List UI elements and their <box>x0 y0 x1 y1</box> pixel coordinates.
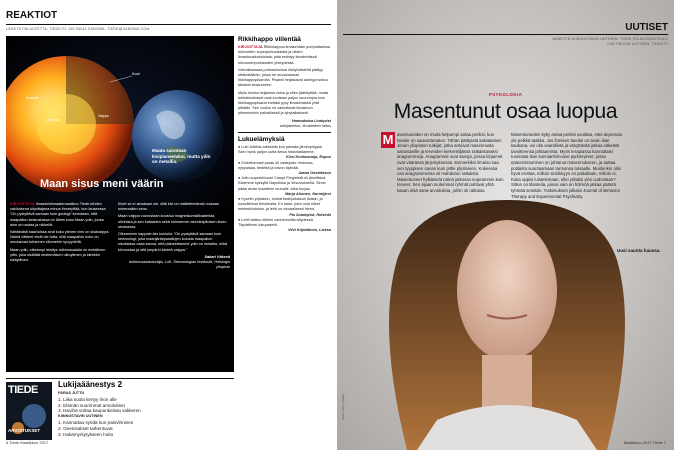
feature-block <box>6 36 234 372</box>
comment-item <box>238 217 331 233</box>
magazine-name: TIEDE <box>8 384 38 396</box>
poll-item: 3. Hakämyrkytykseen hoito <box>58 431 114 437</box>
section-title: UUTISET <box>625 22 668 33</box>
page-footer: 6 Tiede Maalikkuu 2017 <box>6 440 49 445</box>
section-subtitle: ÄÄNESTÄ KIINNOSTAVIN UUTINEN: TIEDE.FI/LUKIJAKILPAILU <box>552 37 668 41</box>
comment-text: ● Ehdottomasti paras oli valasjuttu: historiaa, nykyaikaa, tiedettä ja toivon kipinää. <box>238 160 314 170</box>
photo-credit: Kuva: Getty Images <box>341 393 345 420</box>
comment-text: ● Luin toivihia-artikkelia kun parasta järvimyrkyjaa. Sain myös paljon uutta tietoa historiastamme. <box>238 145 323 155</box>
sidebar-text: Rikkihappoa ilmakehään pumpattaessa tulivuorten superpurkauksista ja niiden ilmastovaikutuksista, joita esiintyy ilmakehässä tulivuorenpurkausten yhteydessä. <box>238 45 330 65</box>
feature-col-2 <box>118 202 230 272</box>
sidebar-title-2: Lukuelämyksiä <box>238 136 285 144</box>
dropcap: M <box>382 132 394 147</box>
comment-item <box>238 145 331 160</box>
comment-item <box>238 160 331 176</box>
divider <box>6 378 234 379</box>
label-inner-core: Sisäydin <box>26 96 40 100</box>
feature-para-2: Nähtävästi kaavioissa sinä koko ytimen nimi on sisävaippa. Nämä väitteet eivät ole totta, sillä maapallon koko on muutaman tuhannen kilometrin syvyydellä. <box>10 230 110 245</box>
section-title: REAKTIOT <box>6 10 58 21</box>
comment-item <box>238 197 331 217</box>
comment-text: ● Kyselin yöjatsein, minkä tiedejulkaisun lisäsin, ja suosittelivat tehokkaita. En kadu: jutut ovat olleet mielenkiintoisia, ja lehti on visuaalisesti hieno. <box>238 197 323 212</box>
comment-signature: Marja Ahonen, Nurmijärvi <box>285 191 331 196</box>
poll-item: 3. Isovihä vottaa kaupunkeissa vakkeren <box>58 408 141 414</box>
section-subtitle: LÄHETÄ PALAUTETTA: TIEDE PL 100 00040 SANOMA, TIEDE@SANOMA.COM <box>6 27 150 31</box>
header-rule <box>343 34 668 35</box>
image-caption: Maata sanotaan kiviplaneetaksi, mutta ydin on metallia. <box>152 148 211 165</box>
feature-para-3: Maan ydin, oikeampi nimitys tutkimusalalla on metallinen ydin, joka sisältää nestemäisen ulkoytimen ja kiinteän sisäytimen. <box>10 247 106 263</box>
comment-text: ● Juttu supertulivuori Campi Flegreistä oli jännittävä. Kävimme syksyllä Napolissa ja Vesuviuksella. Sinne pääsi aivan kraatterin reunalle. Aika hurjaa. <box>238 176 327 191</box>
byline-lead: KIRJOITTAJA <box>10 202 35 206</box>
feature-para-5: Maan vaippa vuorostaan koostuu magnesiumsilikaateista, olivinista ja sen kaltaisten sekä kolmannen alumiinipitoisen kiven seoksesta. <box>118 214 227 229</box>
comment-signature: Jaana Gustafsson <box>298 171 331 176</box>
header-rule <box>6 24 331 25</box>
feature-para-4: Kivet se ei ainakaan ole, sillä kivi on määritelmänsä mukaan mineraalien seos. <box>118 202 220 212</box>
sidebar-text: Voimakkaassa purkauksessa rikkiyhdisteitä päätyy stratosfääriin, jossa ne muodostavat rikkihappopisaroita. Pisarat heijastavat auringonvaloa takaisin avaruuteen. <box>238 67 328 88</box>
poll-results <box>58 391 234 437</box>
sidebar-body-1 <box>238 45 331 129</box>
sidebar <box>238 36 331 234</box>
comment-item <box>238 176 331 196</box>
signature-name: Sakari Väkevä <box>204 254 230 259</box>
feature-text: Ilmastointimaatemaatikon Tiede-lehden vakituisena kirjoittajana minua ihmetyttää, kun lauseessa ”On pystyttävä samaan kuin geologi” kerrotaan, että maapallon keskustassa on lähes koko Maan ydin, jonka aine on rautaa ja nikkeliä. <box>10 202 106 227</box>
cover-headline: ARVOITUKSET <box>8 428 41 433</box>
photo-caption: Uusi saunta haussa. <box>617 248 661 253</box>
right-page <box>337 0 674 450</box>
article-col-1: asentuneiden on muita helpompi antaa periksi, kun tavoite on saavuttamaton. Tähän päätyivät saksalaisen Jenan yliopiston tutkijat, jotka antoivat masennusta sairastaville ja terveiden kiekenkiljässä ratkaistavaksi anagrammeja. Anagrammit ovat sanoja, joissa kirjaimet ovat väärässä järjestyksessä. Esimerkiksi ilmaisu saa sen tyyppisen sanan kuin pölle plysteinen. Kokeessa osa anagrammeista oli mahdoton ratkaista. Masentuneet hylkäsivät nämä jatkossa nopeammin kuin terveet. Sen sijaan molemmat ryhmät pohtivat yhtä kauan niitä sana-arvoituksia, joihin oli ratkaisu. <box>397 132 504 193</box>
signature-title: tutkimusasiantuntija, LuK, Seismologian instituutti, Helsingin yliopisto <box>129 260 230 270</box>
comment-signature: Kirsi Konkuanoja, Espoo <box>286 155 331 160</box>
label-mantle: Vaippa <box>98 114 109 118</box>
poll-section-head: PARAS JUTTU <box>58 391 85 395</box>
comment-signature: Pia Sundqvist, Helsinki <box>289 212 331 217</box>
comment-text: ● Lehti tarttuu kiileen vanhemmilla käydessä. Täydellinen lukupaketti. <box>238 217 314 228</box>
divider <box>238 132 331 133</box>
poll-item: 1. Kannattaa syödä kun palovihninen <box>58 419 134 425</box>
label-outer-core: Ulkoydin <box>46 118 60 122</box>
article-col-2: Masentuneiden kyky antaa periksi osoittaa, ettei depressio ole pelkkä taakka. Jos ihmisen tavoite on aivan liian kaukana, voi olla vaarallista ja väsyttävää jatkaa sitkeästi tavoitteensa jahtaamista. Myös terapiassa kannattaisi tunnistaa liian kunnianhimoiset pyrkimykset, jossa epäonnistuminen on johtanut masennukseen, ja auttaa potilasta suuntaamaan tarmonsa toisaalle. Muidenkin olisi hyvä erottaa, milloin sinnikkyys on paikallaan, milloin ei. Kuka oppisi luistelemaan, ellei yrittäisi ylös uudestaan? Sitten on tilanteita, joissa vain on hölmöä jatkaa pääntä tyhmää seinään. Tutkimuksen julkaisi Journal of Behavior Therapy and Experimental Psychiatry. <box>511 132 623 199</box>
signature-title: tutkijatohtori, Ilmatieteen laitos <box>279 123 331 128</box>
feature-para-6: Oikeammin kappale siis kuuluisi: ”On pystyttävä samaan kuin seismologi, joka maanjäristysaaltojen kulusta maapallon sisuksissa osaa sanoa, että planeettamme ydin on metallia, mikä kiinnostaa ja sitä ympäröi kiinteä vaippa.” <box>118 232 228 252</box>
poll-section-head: KIINNOSTAVIN UUTINEN <box>58 414 103 419</box>
poll-item: 2. Geenisakset tarkentuvat <box>58 425 113 431</box>
sidebar-text: Myös turkka heijastaa valoa ja siten jäähdyttää, mutta tuhkahiukkaset ovat kooltaan paljon suurempia kuin rikkihappopisarat eivätkä pysy ilmakehässä yhtä pitkään. Sen vuoksi ne vaikuttavat ilmastoon pikemminkin paikallisesti ja lyhytaikaisesti. <box>238 90 329 116</box>
feature-signature <box>118 255 230 271</box>
poll-item: 2. Elämän suurimmat arvoitukset <box>58 402 125 408</box>
face <box>457 220 557 360</box>
label-crust: Kuori <box>132 72 141 76</box>
byline-lead: KIRJOITTAJA <box>238 45 263 49</box>
headline: Masentunut osaa luopua <box>393 100 618 123</box>
feature-title: Maan sisus meni väärin <box>40 178 164 190</box>
category-label: PSYKOLOGIA <box>488 92 523 97</box>
poll-item: 1. Liika suola kertyy ihon alle <box>58 396 117 402</box>
poll-title: Lukijaäänestys 2 <box>58 380 123 389</box>
page-footer: Maalikkuu 2017 Tiede 7 <box>623 440 666 445</box>
reader-comments <box>238 145 331 233</box>
feature-col-1 <box>10 202 110 265</box>
portrait-photo <box>337 0 674 450</box>
sidebar-title-1: Rikkihappo viilentää <box>238 36 301 43</box>
signature-name: Hannakaisa Lindqvist <box>291 118 331 123</box>
magazine-cover <box>6 382 52 440</box>
section-subtitle-2: LUE PÄIVÄN UUTINEN: TIEDE.FI <box>607 42 668 46</box>
reader-poll <box>58 380 234 437</box>
comment-signature: Viivi Kilpeläinen, Lieksa <box>288 228 331 233</box>
feature-para-1 <box>10 202 110 228</box>
